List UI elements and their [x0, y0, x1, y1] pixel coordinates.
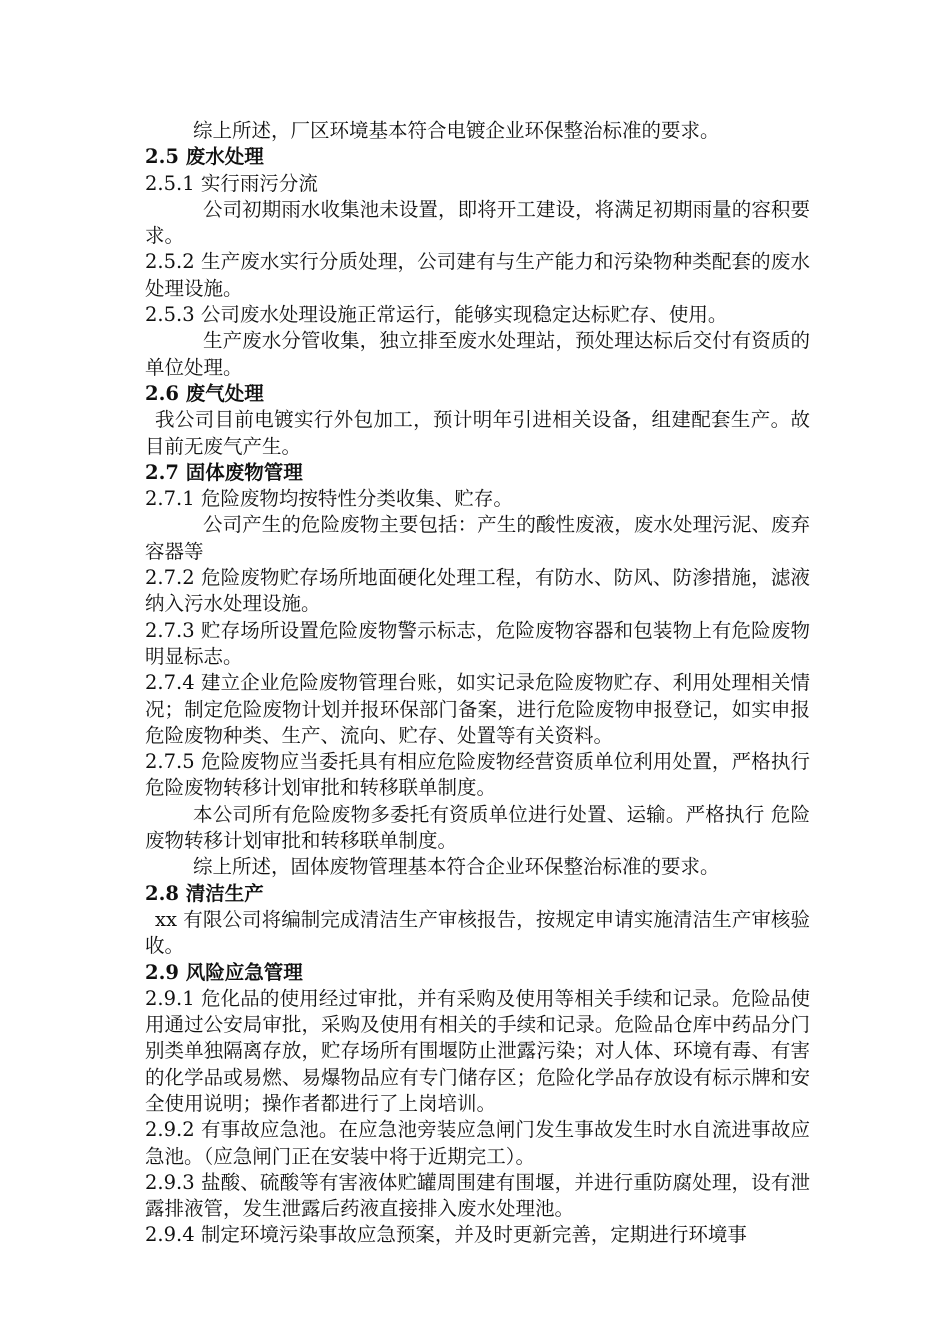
- paragraph: 2.7.2 危险废物贮存场所地面硬化处理工程，有防水、防风、防渗措施，滤液纳入污水处理设施。: [145, 566, 810, 616]
- paragraph: 生产废水分管收集，独立排至废水处理站，预处理达标后交付有资质的单位处理。: [145, 329, 810, 379]
- paragraph: 综上所述，固体废物管理基本符合企业环保整治标准的要求。: [193, 855, 720, 879]
- paragraph: 2.9.2 有事故应急池。在应急池旁装应急闸门发生事故发生时水自流进事故应急池。（应急闸门正在安装中将于近期完工）。: [145, 1118, 810, 1168]
- section-heading: 2.6 废气处理: [145, 381, 264, 405]
- paragraph: 2.7.4 建立企业危险废物管理台账，如实记录危险废物贮存、利用处理相关情况；制定危险废物计划并报环保部门备案，进行危险废物申报登记，如实申报危险废物种类、生产、流向、贮存、处置等有关资料。: [145, 671, 810, 747]
- paragraph: 2.9.4 制定环境污染事故应急预案，并及时更新完善，定期进行环境事: [145, 1223, 747, 1247]
- paragraph: 2.7.1 危险废物均按特性分类收集、贮存。: [145, 487, 513, 511]
- document-page: [145, 118, 810, 1249]
- paragraph: 2.9.1 危化品的使用经过审批，并有采购及使用等相关手续和记录。危险品使用通过公安局审批，采购及使用有相关的手续和记录。危险品仓库中药品分门别类单独隔离存放，贮存场所有围堰防止泄露污染；对人体、环境有毒、有害的化学品或易燃、易爆物品应有专门储存区；危险化学品存放设有标示牌和安全使用说明；操作者都进行了上岗培训。: [145, 986, 810, 1115]
- section-heading: 2.7 固体废物管理: [145, 460, 303, 484]
- paragraph: 公司产生的危险废物主要包括：产生的酸性废液，废水处理污泥、废弃容器等: [145, 513, 810, 563]
- paragraph: 综上所述，厂区环境基本符合电镀企业环保整治标准的要求。: [193, 119, 720, 142]
- paragraph: 2.7.3 贮存场所设置危险废物警示标志，危险废物容器和包装物上有危险废物明显标志。: [145, 618, 810, 668]
- paragraph: 2.5.3 公司废水处理设施正常运行，能够实现稳定达标贮存、使用。: [145, 303, 728, 327]
- paragraph: xx 有限公司将编制完成清洁生产审核报告，按规定申请实施清洁生产审核验收。: [145, 907, 810, 958]
- paragraph: 公司初期雨水收集池未设置，即将开工建设，将满足初期雨量的容积要求。: [145, 197, 810, 248]
- paragraph: 2.9.3 盐酸、硫酸等有害液体贮罐周围建有围堰，并进行重防腐处理，设有泄露排液管，发生泄露后药液直接排入废水处理池。: [145, 1170, 810, 1221]
- section-heading: 2.9 风险应急管理: [145, 960, 303, 984]
- paragraph: 2.5.2 生产废水实行分质处理，公司建有与生产能力和污染物种类配套的废水处理设施。: [145, 250, 810, 300]
- paragraph: 2.5.1 实行雨污分流: [145, 171, 318, 195]
- paragraph: 本公司所有危险废物多委托有资质单位进行处置、运输。严格执行 危险废物转移计划审批和转移联单制度。: [145, 802, 810, 853]
- paragraph: 2.7.5 危险废物应当委托具有相应危险废物经营资质单位利用处置，严格执行危险废物转移计划审批和转移联单制度。: [145, 750, 810, 800]
- section-heading: 2.5 废水处理: [145, 145, 264, 169]
- section-heading: 2.8 清洁生产: [145, 881, 264, 905]
- paragraph: 我公司目前电镀实行外包加工，预计明年引进相关设备，组建配套生产。故目前无废气产生。: [145, 408, 810, 458]
